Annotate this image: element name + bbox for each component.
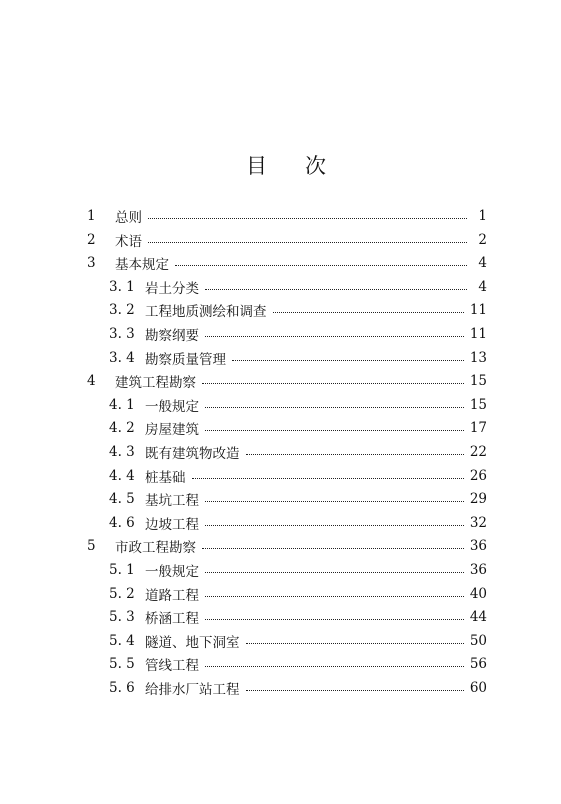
toc-entry-page-number: 15: [469, 373, 487, 390]
toc-entry-number: 5. 5: [109, 656, 135, 673]
toc-entry-title: 勘察纲要: [145, 328, 199, 344]
toc-entry-number: 4. 4: [109, 467, 135, 484]
toc-entry[interactable]: [109, 441, 487, 463]
dot-leader: [273, 299, 464, 321]
toc-entry-page-number: 13: [469, 349, 487, 366]
toc-entry-page-number: 4: [478, 278, 487, 295]
page-title-char-1: 目: [246, 154, 267, 178]
toc-entry[interactable]: [87, 205, 487, 227]
dot-leader: [205, 583, 464, 605]
dot-leader: [205, 276, 467, 298]
toc-entry-page-number: 44: [469, 609, 487, 626]
toc-entry[interactable]: [109, 299, 487, 321]
toc-entry-page-number: 56: [469, 656, 487, 673]
toc-entry-number: 2: [87, 231, 96, 248]
dot-leader: [205, 606, 464, 628]
toc-entry-number: 3. 2: [109, 302, 135, 319]
toc-entry-page-number: 15: [469, 396, 487, 413]
toc-entry[interactable]: [87, 252, 487, 274]
toc-entry[interactable]: [87, 370, 487, 392]
toc-entry-page-number: 11: [469, 302, 487, 319]
dot-leader: [246, 630, 464, 652]
toc-entry-page-number: 36: [469, 562, 487, 578]
toc-entry-page-number: 32: [469, 514, 487, 531]
dot-leader: [205, 394, 464, 416]
toc-entry-number: 3. 1: [109, 278, 135, 295]
toc-entry-number: 4. 6: [109, 514, 135, 531]
toc-entry-number: 5: [87, 538, 96, 555]
toc-entry-number: 3. 3: [109, 326, 135, 342]
toc-entry[interactable]: [109, 606, 487, 628]
dot-leader: [205, 559, 464, 581]
toc-entry[interactable]: [109, 417, 487, 439]
dot-leader: [175, 252, 467, 274]
dot-leader: [205, 653, 464, 675]
toc-entry-number: 5. 2: [109, 585, 135, 602]
toc-entry-number: 4. 2: [109, 420, 135, 437]
toc-entry-page-number: 36: [469, 538, 487, 555]
toc-entry-title: 建筑工程勘察: [115, 375, 196, 392]
toc-entry-title: 岩土分类: [145, 280, 199, 297]
toc-entry[interactable]: [109, 347, 487, 369]
dot-leader: [205, 323, 464, 345]
dot-leader: [246, 441, 464, 463]
toc-entry-number: 5. 6: [109, 680, 135, 696]
toc-entry-title: 桥涵工程: [145, 611, 199, 628]
toc-entry-page-number: 22: [469, 444, 487, 460]
page-title-char-2: 次: [305, 154, 326, 178]
toc-entry-page-number: 4: [478, 255, 487, 272]
toc-entry-title: 基坑工程: [145, 493, 199, 510]
toc-entry[interactable]: [109, 465, 487, 487]
toc-entry-title: 一般规定: [145, 398, 199, 415]
toc-entry-number: 3. 4: [109, 349, 135, 366]
dot-leader: [246, 677, 464, 699]
toc-entry[interactable]: [109, 276, 487, 298]
toc-entry[interactable]: [87, 229, 487, 251]
toc-entry[interactable]: [109, 677, 487, 699]
toc-entry-title: 道路工程: [145, 587, 199, 604]
toc-entry-number: 4. 3: [109, 444, 135, 460]
dot-leader: [205, 512, 464, 534]
toc-entry[interactable]: [109, 583, 487, 605]
toc-entry-title: 既有建筑物改造: [145, 446, 240, 462]
toc-entry[interactable]: [109, 394, 487, 416]
toc-entry-number: 3: [87, 255, 96, 272]
toc-entry[interactable]: [109, 323, 487, 345]
toc-entry-title: 管线工程: [145, 658, 199, 675]
toc-entry-page-number: 11: [469, 326, 487, 342]
toc-entry-number: 4. 1: [109, 396, 135, 413]
toc-entry-page-number: 29: [469, 491, 487, 508]
toc-entry-page-number: 2: [478, 231, 487, 248]
toc-entry-number: 4. 5: [109, 491, 135, 508]
dot-leader: [205, 417, 464, 439]
toc-entry[interactable]: [109, 559, 487, 581]
toc-entry-page-number: 26: [469, 467, 487, 484]
toc-entry-title: 一般规定: [145, 564, 199, 580]
toc-entry-title: 术语: [115, 233, 142, 250]
toc-entry[interactable]: [109, 653, 487, 675]
toc-entry-title: 总则: [115, 210, 142, 226]
dot-leader: [232, 347, 464, 369]
toc-entry-page-number: 60: [469, 680, 487, 696]
toc-entry-page-number: 1: [478, 208, 487, 224]
dot-leader: [192, 465, 464, 487]
toc-entry-number: 5. 4: [109, 632, 135, 649]
toc-entry-title: 房屋建筑: [145, 422, 199, 439]
toc-entry-title: 基本规定: [115, 257, 169, 274]
toc-entry[interactable]: [87, 535, 487, 557]
toc-entry[interactable]: [109, 512, 487, 534]
toc-entry-number: 5. 3: [109, 609, 135, 626]
dot-leader: [148, 229, 467, 251]
toc-entry-title: 隧道、地下洞室: [145, 634, 240, 651]
toc-entry-number: 1: [87, 208, 96, 224]
toc-entry-title: 边坡工程: [145, 516, 199, 533]
toc-entry-title: 桩基础: [145, 469, 186, 486]
toc-entry-page-number: 40: [469, 585, 487, 602]
toc-entry-page-number: 50: [469, 632, 487, 649]
toc-entry[interactable]: [109, 488, 487, 510]
dot-leader: [202, 370, 464, 392]
toc-entry-title: 给排水厂站工程: [145, 682, 240, 698]
toc-entry[interactable]: [109, 630, 487, 652]
toc-entry-title: 勘察质量管理: [145, 351, 226, 368]
dot-leader: [202, 535, 464, 557]
toc-entry-number: 4: [87, 373, 96, 390]
toc-entry-title: 市政工程勘察: [115, 540, 196, 557]
toc-entry-number: 5. 1: [109, 562, 135, 578]
toc-entry-title: 工程地质测绘和调查: [145, 304, 267, 321]
toc-entry-page-number: 17: [469, 420, 487, 437]
dot-leader: [205, 488, 464, 510]
dot-leader: [148, 205, 467, 227]
